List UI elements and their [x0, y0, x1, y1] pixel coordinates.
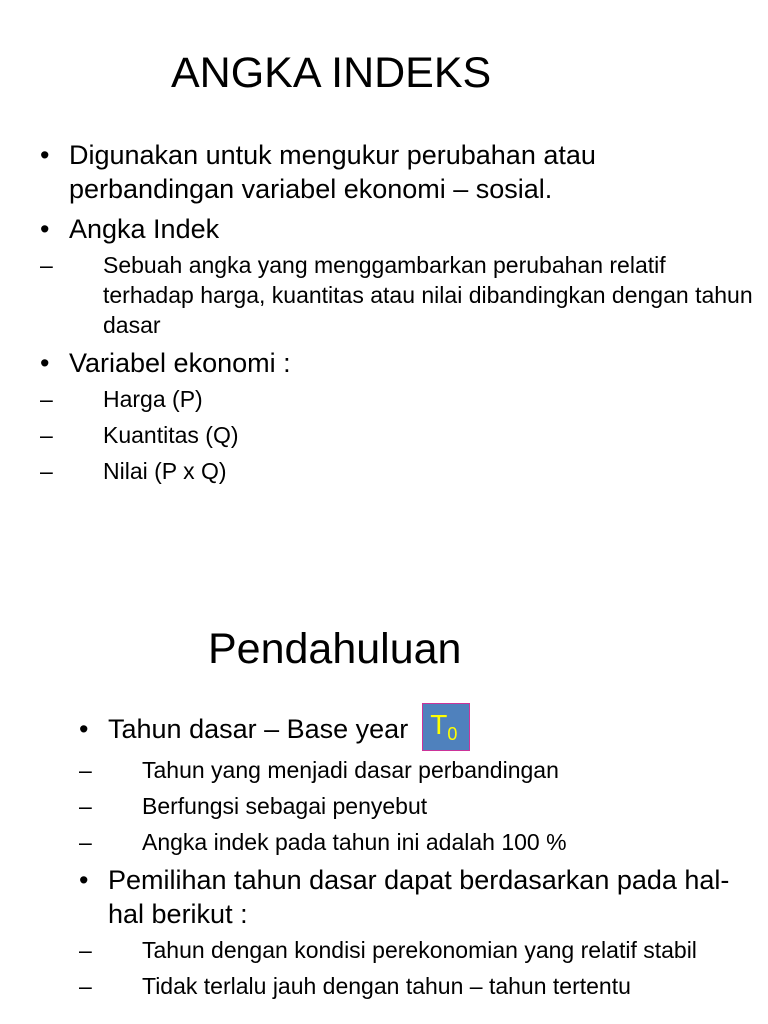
sub-item [79, 971, 759, 1001]
sub-list [40, 250, 760, 340]
sub-text: Angka indek pada tahun ini adalah 100 % [142, 829, 567, 855]
sub-text: Tidak terlalu jauh dengan tahun – tahun tertentu [142, 973, 631, 999]
bullet-item [40, 138, 760, 206]
bullet-text: Digunakan untuk mengukur perubahan atau perbandingan variabel ekonomi – sosial. [69, 140, 596, 204]
sub-text: Tahun yang menjadi dasar perbandingan [142, 757, 559, 783]
slide-title: Pendahuluan [208, 625, 462, 673]
sub-text: Sebuah angka yang menggambarkan perubahan relatif terhadap harga, kuantitas atau nilai dibandingkan dengan tahun dasar [103, 252, 753, 338]
sub-item [79, 827, 759, 857]
bullet-list [40, 138, 760, 492]
dash-marker: – [40, 252, 53, 278]
sub-list [79, 935, 759, 1001]
bullet-marker: • [40, 140, 50, 170]
dash-marker: – [79, 829, 92, 855]
sub-text: Tahun dengan kondisi perekonomian yang relatif stabil [142, 937, 697, 963]
bullet-marker: • [79, 865, 89, 895]
sub-item [79, 755, 759, 785]
bullet-item [40, 346, 760, 486]
sub-list [79, 755, 759, 857]
bullet-text: Variabel ekonomi : [69, 348, 291, 378]
sub-item [40, 456, 760, 486]
dash-marker: – [40, 458, 53, 484]
sub-list [40, 384, 760, 486]
base-year-badge [422, 703, 470, 751]
sub-text: Berfungsi sebagai penyebut [142, 793, 428, 819]
bullet-text: Tahun dasar – Base year [108, 714, 409, 744]
dash-marker: – [79, 973, 92, 999]
sub-item [79, 791, 759, 821]
bullet-marker: • [79, 714, 89, 744]
dash-marker: – [79, 757, 92, 783]
sub-item [40, 384, 760, 414]
bullet-item [79, 709, 759, 857]
sub-text: Harga (P) [103, 386, 203, 412]
slide-pendahuluan [0, 600, 768, 1024]
badge-main: T [430, 709, 448, 740]
sub-text: Kuantitas (Q) [103, 422, 239, 448]
slide-title: ANGKA INDEKS [171, 49, 492, 97]
bullet-marker: • [40, 214, 50, 244]
bullet-text: Angka Indek [69, 214, 220, 244]
dash-marker: – [40, 386, 53, 412]
dash-marker: – [40, 422, 53, 448]
bullet-item [79, 863, 759, 1001]
bullet-text: Pemilihan tahun dasar dapat berdasarkan pada hal-hal berikut : [108, 865, 730, 929]
sub-item [40, 250, 760, 340]
badge-subscript: 0 [447, 724, 458, 744]
dash-marker: – [79, 937, 92, 963]
bullet-list [79, 709, 759, 1007]
bullet-marker: • [40, 348, 50, 378]
sub-item [40, 420, 760, 450]
bullet-item [40, 212, 760, 340]
sub-text: Nilai (P x Q) [103, 458, 227, 484]
dash-marker: – [79, 793, 92, 819]
sub-item [79, 935, 759, 965]
